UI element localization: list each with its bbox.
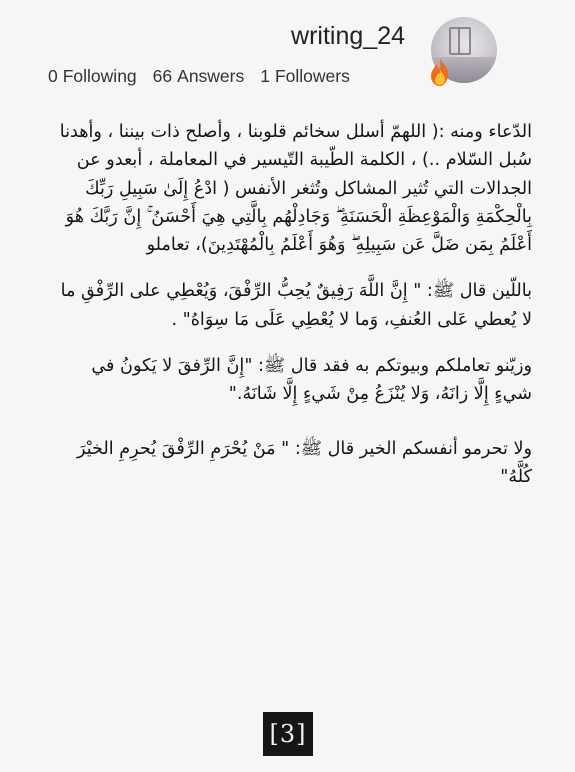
- paragraph-spacer: [50, 409, 532, 435]
- profile-stats: [48, 66, 350, 87]
- window-shape: [449, 27, 471, 55]
- profile-header: [0, 0, 575, 110]
- answers-count: 66: [152, 66, 173, 86]
- paragraph-spacer: [50, 259, 532, 277]
- answers-stat[interactable]: [153, 66, 245, 87]
- followers-label: Followers: [274, 66, 350, 86]
- username[interactable]: writing_24: [291, 22, 405, 50]
- paragraph-spacer: [50, 334, 532, 352]
- page-number-badge: [3]: [263, 712, 313, 756]
- following-label: Following: [62, 66, 137, 86]
- paragraph-4: ولا تحرمو أنفسكم الخير قال ﷺ: " مَنْ يُحْرَمِ الرِّفْقَ يُحرِمِ الخيْرَ كُلَّهُ": [77, 438, 532, 487]
- paragraph-1: الدّعاء ومنه :( اللهمّ أسلل سخائم قلوبنا ، وأصلح ذات بيننا ، وأهدنا سُبل السّلام ..) ، الكلمة الطّيبة التّيسير في المعاملة ، أبعدو عن الجدالات التي تُثير المشاكل وتُثغر الأنفس ( ادْعُ إِلَىٰ سَبِيلِ رَبِّكَ بِالْحِكْمَةِ وَالْمَوْعِظَةِ الْحَسَنَةِ ۖ وَجَادِلْهُم بِالَّتِي هِيَ أَحْسَنُ ۚ إِنَّ رَبَّكَ هُوَ أَعْلَمُ بِمَن ضَلَّ عَن سَبِيلِهِ ۖ وَهُوَ أَعْلَمُ بِالْمُهْتَدِينَ)، تعاملو: [59, 122, 532, 256]
- answer-text: [50, 118, 532, 491]
- followers-stat[interactable]: [260, 66, 350, 87]
- following-count: 0: [48, 66, 58, 86]
- answers-label: Answers: [177, 66, 245, 86]
- followers-count: 1: [260, 66, 270, 86]
- fire-icon: [424, 56, 456, 88]
- following-stat[interactable]: [48, 66, 137, 87]
- paragraph-3: وزيّنو تعاملكم وبيوتكم به فقد قال ﷺ: "إِنَّ الرِّفقَ لا يَكونُ في شيءٍ إِلَّا زانَهُ، وَلا يُنْزَعُ مِنْ شَيءٍ إِلَّا شَانَهُ.": [91, 356, 532, 405]
- paragraph-2: باللّين قال ﷺ: " إِنَّ اللَّهَ رَفِيقٌ يُحِبُّ الرِّفْقَ، وَيُعْطِي على الرِّفْقِ ما لا يُعطي عَلى العُنفِ، وَما لا يُعْطِي عَلَى مَا سِوَاهُ" .: [60, 281, 532, 330]
